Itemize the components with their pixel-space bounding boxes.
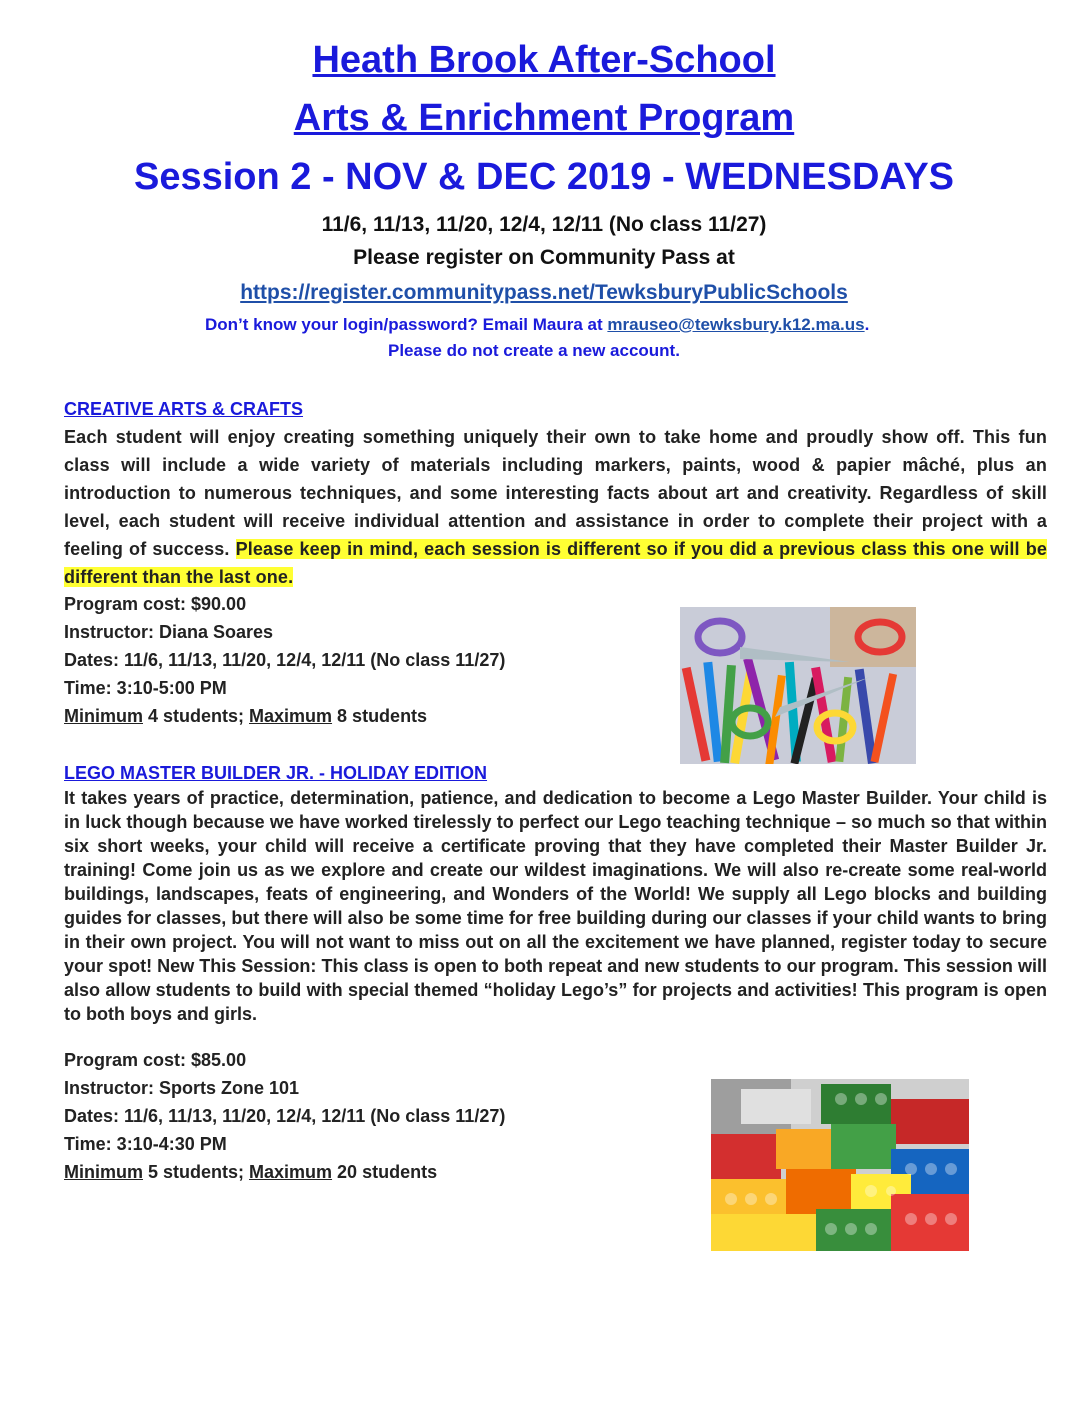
lego-time: Time: 3:10-4:30 PM [64, 1134, 227, 1154]
section-title-arts-crafts[interactable]: CREATIVE ARTS & CRAFTS [64, 399, 304, 419]
login-help-suffix: . [864, 315, 870, 334]
no-new-account-note: Please do not create a new account. [388, 341, 680, 360]
max-label: Maximum [249, 706, 333, 726]
arts-crafts-description [64, 423, 1047, 591]
arts-crafts-instructor: Instructor: Diana Soares [64, 622, 274, 642]
arts-crafts-body: Each student will enjoy creating something uniquely their own to take home and proudly show off. This fun class will include a wide variety of materials including markers, paints, wood & papier mâché, plus an introduction to numerous techniques, and some interesting facts about art and creativity. Regardless of skill level, each student will receive individual attention and assistance in order to complete their project with a feeling of success. [64, 427, 1047, 559]
login-help-text: Don’t know your login/password? Email Maura at [205, 315, 608, 334]
title-line-2: Arts & Enrichment Program [293, 97, 795, 139]
session-dates: 11/6, 11/13, 11/20, 12/4, 12/11 (No class 11/27) [321, 213, 767, 236]
register-link[interactable]: https://register.communitypass.net/TewksburyPublicSchools [240, 281, 848, 304]
min-text: 5 students; [143, 1162, 250, 1182]
max-label: Maximum [249, 1162, 333, 1182]
arts-crafts-dates: Dates: 11/6, 11/13, 11/20, 12/4, 12/11 (No class 11/27) [64, 650, 506, 670]
lego-description: It takes years of practice, determination, patience, and dedication to become a Lego Master Builder. Your child is in luck though because we have worked tirelessly to perfect our Lego teaching technique – so much so that within six short weeks, your child will receive a certificate proving that they have completed their Master Builder Jr. training! Come join us as we explore and create our wildest imaginations. We will also re-create some real-world buildings, landscapes, feats of engineering, and Wonders of the World! We supply all Lego blocks and building guides for classes, but there will also be some time for free building during our classes if your child wants to bring in their own project. You will not want to miss out on all the excitement we have planned, register today to secure your spot! New This Session: This class is open to both repeat and new students to our program. This session will also allow students to build with special themed “holiday Lego’s” for projects and activities! This program is open to both boys and girls. [64, 788, 1047, 1024]
max-text: 20 students [332, 1162, 438, 1182]
title-line-1: Heath Brook After-School [312, 39, 776, 81]
arts-crafts-capacity [64, 702, 427, 730]
min-text: 4 students; [143, 706, 250, 726]
arts-crafts-time: Time: 3:10-5:00 PM [64, 678, 227, 698]
min-label: Minimum [64, 706, 143, 726]
session-title: Session 2 - NOV & DEC 2019 - WEDNESDAYS [133, 156, 955, 198]
register-link-line [0, 280, 1088, 306]
lego-instructor: Instructor: Sports Zone 101 [64, 1078, 300, 1098]
lego-dates: Dates: 11/6, 11/13, 11/20, 12/4, 12/11 (No class 11/27) [64, 1106, 506, 1126]
lego-bricks-photo [711, 1079, 969, 1251]
register-instructions: Please register on Community Pass at [353, 246, 735, 269]
arts-crafts-cost: Program cost: $90.00 [64, 594, 247, 614]
lego-cost: Program cost: $85.00 [64, 1050, 247, 1070]
arts-crafts-highlight: Please keep in mind, each session is different so if you did a previous class this one will be different than the last one. [64, 539, 1048, 587]
login-help [205, 314, 869, 336]
min-label: Minimum [64, 1162, 143, 1182]
section-title-lego[interactable]: LEGO MASTER BUILDER JR. - HOLIDAY EDITION [64, 763, 488, 783]
max-text: 8 students [332, 706, 428, 726]
art-supplies-photo [680, 607, 916, 764]
email-link[interactable]: mrauseo@tewksbury.k12.ma.us [607, 315, 865, 334]
lego-capacity [64, 1158, 437, 1186]
